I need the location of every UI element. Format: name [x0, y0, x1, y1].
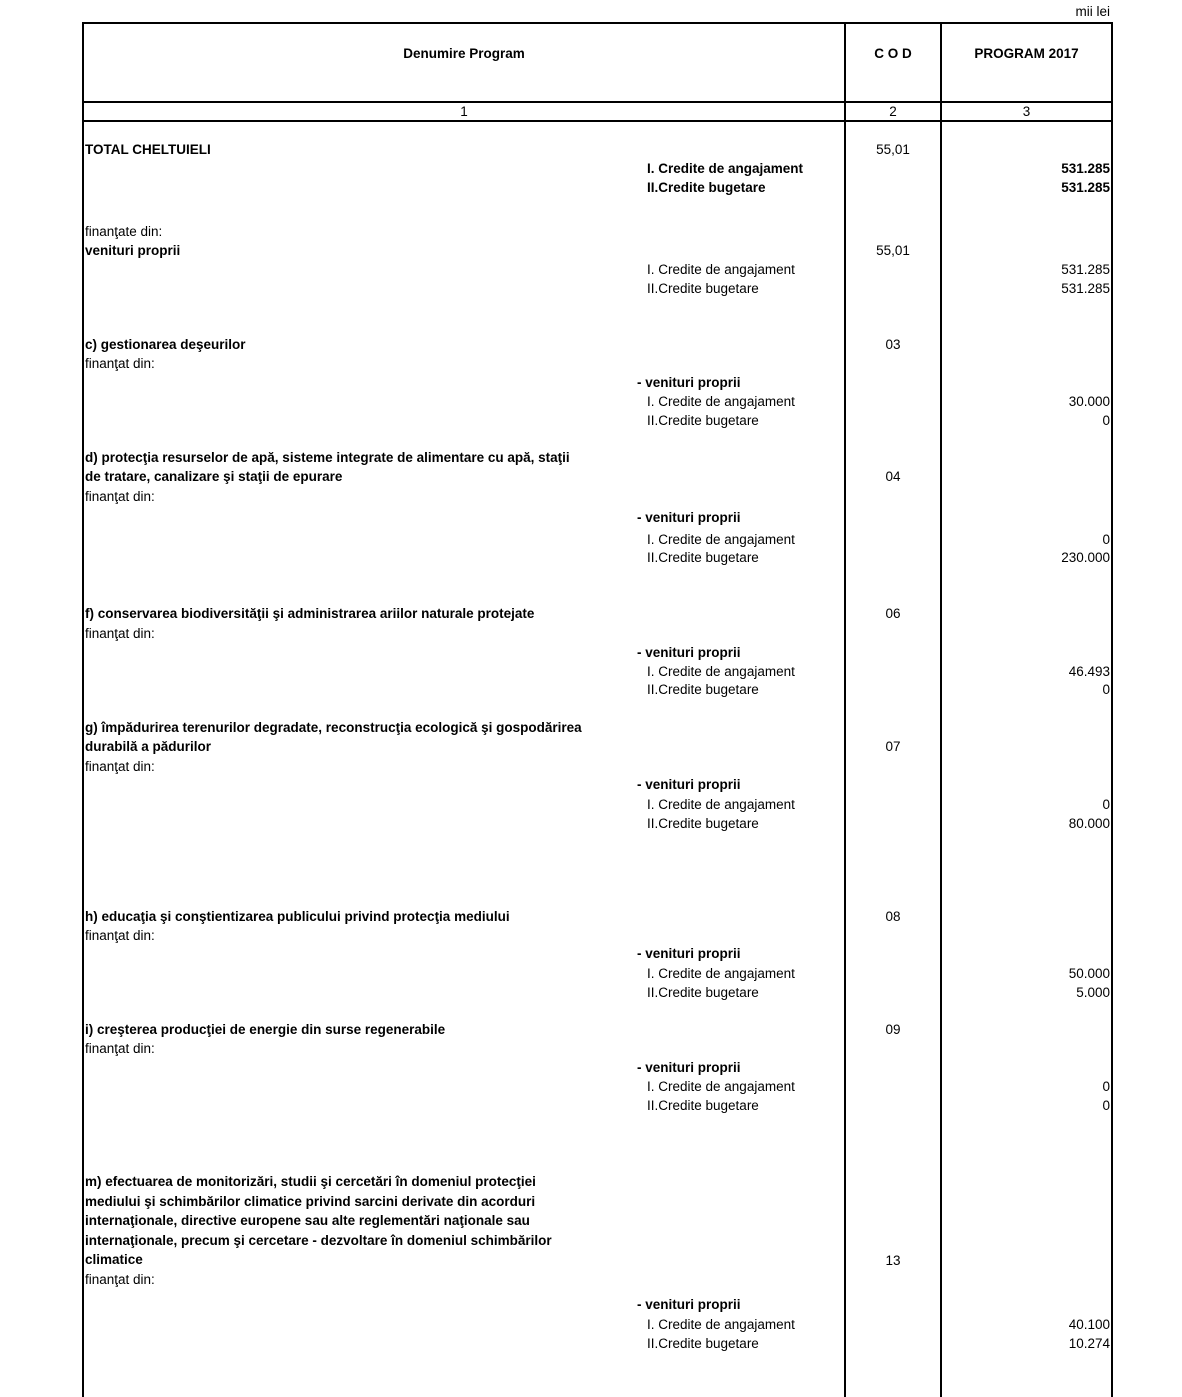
- section-funded-label: finanţat din:: [85, 356, 155, 371]
- section-funded-label: finanţat din:: [85, 1272, 155, 1287]
- funding-ca-label: I. Credite de angajament: [647, 262, 795, 277]
- section-ca-value: 0: [1102, 1079, 1110, 1094]
- table-left-border: [82, 22, 84, 1397]
- section-title-line: c) gestionarea deşeurilor: [85, 337, 246, 352]
- section-ca-value: 40.100: [1068, 1317, 1110, 1332]
- section-funded-label: finanţat din:: [85, 1041, 155, 1056]
- section-funded-label: finanţat din:: [85, 759, 155, 774]
- section-cb-label: II.Credite bugetare: [647, 985, 759, 1000]
- funding-cb-value: 531.285: [1061, 281, 1110, 296]
- header-bottom-border: [82, 101, 1113, 103]
- section-title-line: climatice: [85, 1252, 143, 1267]
- section-source: - venituri proprii: [637, 510, 741, 525]
- total-cb-value: 531.285: [1061, 180, 1110, 195]
- section-code: 06: [885, 606, 901, 621]
- table-top-border: [82, 22, 1113, 24]
- section-ca-value: 30.000: [1068, 394, 1110, 409]
- section-title-line: internaţionale, precum şi cercetare - dezvoltare în domeniul schimbărilor: [85, 1233, 552, 1248]
- section-source: - venituri proprii: [637, 946, 741, 961]
- total-code: 55,01: [876, 142, 910, 157]
- section-title-line: h) educaţia şi conştientizarea publicului privind protecţia mediului: [85, 909, 510, 924]
- section-cb-value: 0: [1102, 413, 1110, 428]
- section-ca-label: I. Credite de angajament: [647, 532, 795, 547]
- section-code: 08: [885, 909, 901, 924]
- section-ca-value: 50.000: [1068, 966, 1110, 981]
- section-cb-label: II.Credite bugetare: [647, 1098, 759, 1113]
- section-source: - venituri proprii: [637, 1297, 741, 1312]
- table-right-border: [1111, 22, 1113, 1397]
- unit-label: mii lei: [1075, 4, 1110, 19]
- section-ca-label: I. Credite de angajament: [647, 797, 795, 812]
- section-ca-label: I. Credite de angajament: [647, 664, 795, 679]
- section-cb-label: II.Credite bugetare: [647, 413, 759, 428]
- section-title-line: de tratare, canalizare şi staţii de epurare: [85, 469, 343, 484]
- colnum-2: 2: [889, 104, 897, 119]
- section-code: 04: [885, 469, 901, 484]
- funding-ca-value: 531.285: [1061, 262, 1110, 277]
- header-denumire: Denumire Program: [403, 46, 525, 61]
- section-source: - venituri proprii: [637, 645, 741, 660]
- section-source: - venituri proprii: [637, 777, 741, 792]
- section-ca-label: I. Credite de angajament: [647, 1317, 795, 1332]
- section-ca-label: I. Credite de angajament: [647, 966, 795, 981]
- section-code: 03: [885, 337, 901, 352]
- section-title-line: d) protecţia resurselor de apă, sisteme integrate de alimentare cu apă, staţii: [85, 450, 570, 465]
- section-funded-label: finanţat din:: [85, 928, 155, 943]
- section-title-line: i) creşterea producţiei de energie din surse regenerabile: [85, 1022, 446, 1037]
- funding-label: finanţate din:: [85, 224, 163, 239]
- section-title-line: mediului şi schimbărilor climatice privind sarcini derivate din acorduri: [85, 1194, 536, 1209]
- section-code: 07: [885, 739, 901, 754]
- funding-source: venituri proprii: [85, 243, 181, 258]
- section-cb-value: 230.000: [1061, 550, 1110, 565]
- section-title-line: internaţionale, directive europene sau alte reglementări naţionale sau: [85, 1213, 530, 1228]
- section-cb-value: 0: [1102, 682, 1110, 697]
- total-title: TOTAL CHELTUIELI: [85, 142, 211, 157]
- section-funded-label: finanţat din:: [85, 489, 155, 504]
- colnum-3: 3: [1022, 104, 1031, 119]
- section-cb-value: 5.000: [1076, 985, 1110, 1000]
- section-source: - venituri proprii: [637, 375, 741, 390]
- section-cb-value: 80.000: [1068, 816, 1110, 831]
- total-cb-label: II.Credite bugetare: [647, 180, 766, 195]
- section-cb-label: II.Credite bugetare: [647, 1336, 759, 1351]
- section-title-line: durabilă a pădurilor: [85, 739, 212, 754]
- colnum-1: 1: [460, 104, 468, 119]
- section-cb-value: 0: [1102, 1098, 1110, 1113]
- section-source: - venituri proprii: [637, 1060, 741, 1075]
- section-title-line: f) conservarea biodiversităţii şi administrarea ariilor naturale protejate: [85, 606, 535, 621]
- section-ca-value: 0: [1102, 532, 1110, 547]
- section-title-line: g) împădurirea terenurilor degradate, reconstrucţia ecologică şi gospodărirea: [85, 720, 582, 735]
- section-ca-label: I. Credite de angajament: [647, 394, 795, 409]
- colnum-bottom-border: [82, 120, 1113, 122]
- col2-border: [844, 22, 846, 1397]
- section-cb-label: II.Credite bugetare: [647, 682, 759, 697]
- section-cb-label: II.Credite bugetare: [647, 816, 759, 831]
- total-ca-label: I. Credite de angajament: [647, 161, 804, 176]
- funding-cb-label: II.Credite bugetare: [647, 281, 759, 296]
- header-cod: C O D: [874, 46, 912, 61]
- section-ca-label: I. Credite de angajament: [647, 1079, 795, 1094]
- total-ca-value: 531.285: [1061, 161, 1110, 176]
- col3-border: [940, 22, 942, 1397]
- funding-code: 55,01: [876, 243, 910, 258]
- section-code: 09: [885, 1022, 901, 1037]
- section-cb-label: II.Credite bugetare: [647, 550, 759, 565]
- section-funded-label: finanţat din:: [85, 626, 155, 641]
- section-title-line: m) efectuarea de monitorizări, studii şi cercetări în domeniul protecţiei: [85, 1174, 536, 1189]
- header-program-2017: PROGRAM 2017: [974, 46, 1079, 61]
- section-ca-value: 46.493: [1068, 664, 1110, 679]
- section-cb-value: 10.274: [1068, 1336, 1110, 1351]
- section-ca-value: 0: [1102, 797, 1110, 812]
- section-code: 13: [885, 1253, 901, 1268]
